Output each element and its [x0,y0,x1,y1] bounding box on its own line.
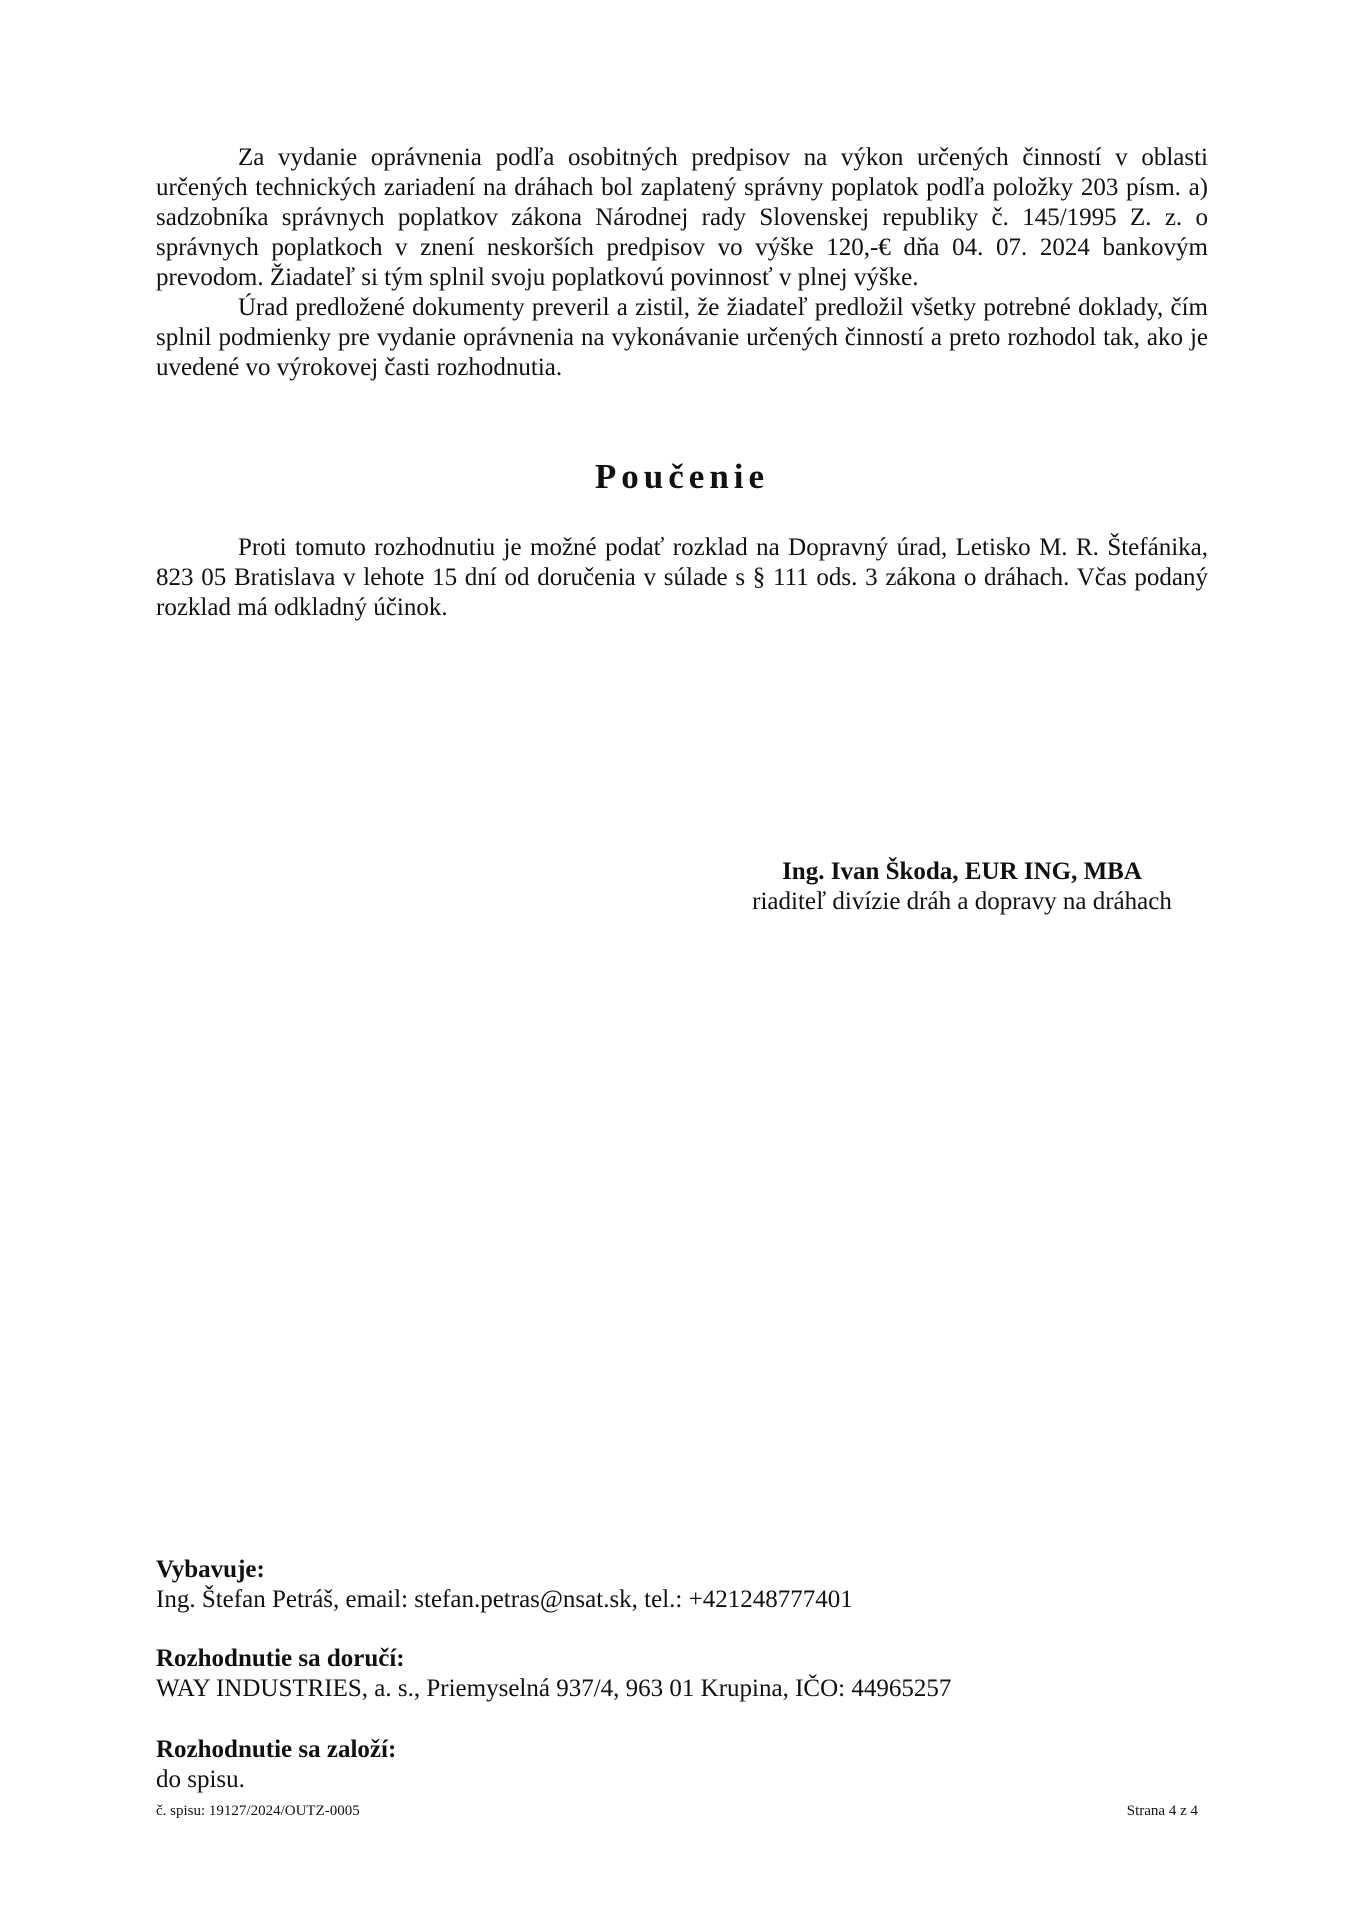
instruction-section [156,533,1208,623]
delivery-block [156,1644,1208,1704]
file-number: č. spisu: 19127/2024/OUTZ-0005 [156,1803,360,1819]
delivery-recipient: WAY INDUSTRIES, a. s., Priemyselná 937/4, 963 01 Krupina, IČO: 44965257 [156,1675,952,1702]
filing-label: Rozhodnutie sa založí: [156,1736,397,1763]
reasoning-section [156,143,1208,383]
verification-paragraph: Úrad predložené dokumenty preveril a zistil, že žiadateľ predložil všetky potrebné doklady, čím splnil podmienky pre vydanie oprávnenia na vykonávanie určených činností a preto rozhodol tak, ako je uvedené vo výrokovej časti rozhodnutia. [156,294,1208,381]
page-footer [156,1802,1198,1820]
filing-target: do spisu. [156,1766,245,1793]
handled-by-block [156,1555,1208,1615]
handled-by-label: Vybavuje: [156,1556,265,1583]
instruction-heading: Poučenie [594,457,770,496]
signatory-role: riaditeľ divízie dráh a dopravy na dráhach [752,888,1172,915]
signatory-name: Ing. Ivan Škoda, EUR ING, MBA [782,858,1142,885]
fee-paragraph: Za vydanie oprávnenia podľa osobitných predpisov na výkon určených činností v oblasti určených technických zariadení na dráhach bol zaplatený správny poplatok podľa položky 203 písm. a) sadzobníka správnych poplatkov zákona Národnej rady Slovenskej republiky č. 145/1995 Z. z. o správnych poplatkoch v znení neskorších predpisov vo výške 120,-€ dňa 04. 07. 2024 bankovým prevodom. Žiadateľ si tým splnil svoju poplatkovú povinnosť v plnej výške. [156,144,1208,291]
filing-block [156,1735,1208,1795]
appeal-paragraph: Proti tomuto rozhodnutiu je možné podať rozklad na Dopravný úrad, Letisko M. R. Štefánika, 823 05 Bratislava v lehote 15 dní od doručenia v súlade s § 111 ods. 3 zákona o dráhach. Včas podaný rozklad má odkladný účinok. [156,534,1208,621]
page-number: Strana 4 z 4 [1126,1803,1198,1819]
delivery-label: Rozhodnutie sa doručí: [156,1645,405,1672]
handled-by-contact: Ing. Štefan Petráš, email: stefan.petras@nsat.sk, tel.: +421248777401 [156,1586,853,1613]
signature-block [702,857,1222,917]
